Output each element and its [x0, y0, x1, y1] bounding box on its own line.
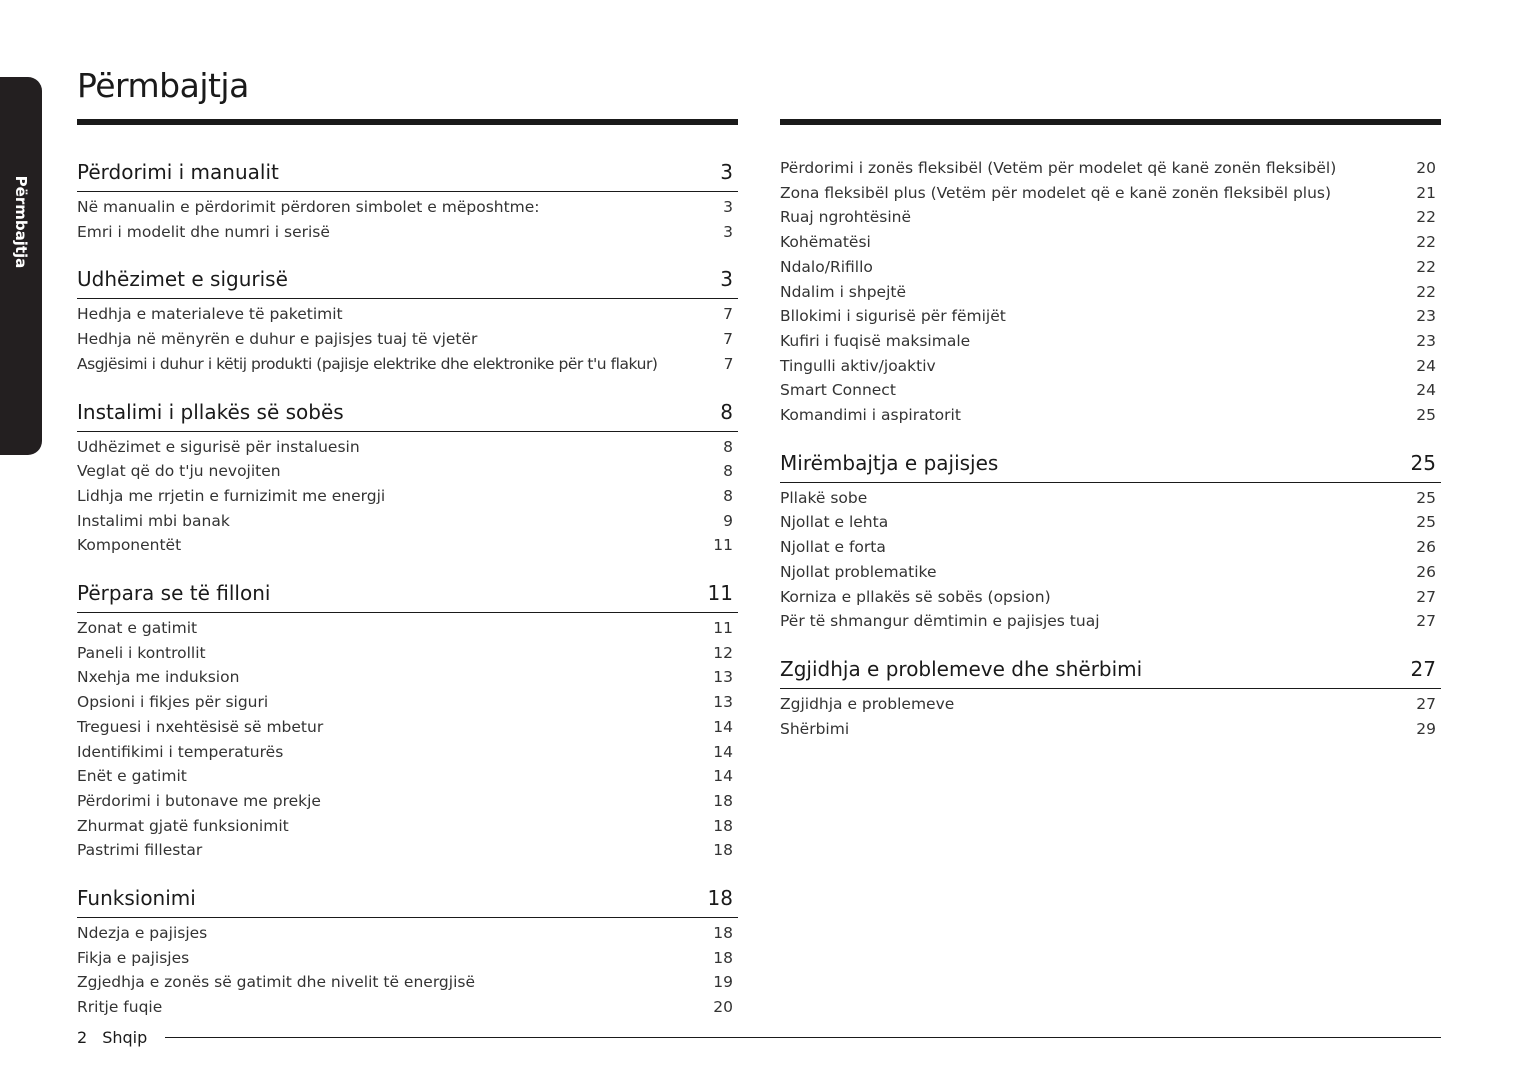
toc-entry[interactable]	[77, 690, 738, 715]
toc-section	[780, 441, 1441, 634]
entry-label: Pastrimi fillestar	[77, 841, 203, 860]
entry-label: Kohëmatësi	[780, 233, 871, 252]
entry-page: 22	[1416, 282, 1436, 301]
toc-entry[interactable]	[77, 459, 738, 484]
entry-page: 25	[1416, 488, 1436, 507]
toc-section-heading[interactable]	[780, 647, 1441, 689]
page-title: Përmbajtja	[77, 66, 249, 105]
entry-page: 19	[713, 973, 733, 992]
entry-page: 8	[723, 462, 733, 481]
entry-label: Zhurmat gjatë funksionimit	[77, 816, 289, 835]
section-page: 18	[707, 886, 733, 911]
entry-label: Udhëzimet e sigurisë për instaluesin	[77, 437, 360, 456]
section-page: 8	[720, 399, 733, 424]
toc-entry[interactable]	[780, 403, 1441, 428]
entry-page: 13	[713, 693, 733, 712]
entry-page: 11	[713, 536, 733, 555]
toc-entry[interactable]	[77, 715, 738, 740]
toc-entry[interactable]	[77, 740, 738, 765]
section-title: Udhëzimet e sigurisë	[77, 267, 288, 292]
side-tab-label: Përmbajtja	[12, 175, 30, 269]
toc-section-heading[interactable]	[77, 876, 738, 918]
entry-page: 14	[713, 717, 733, 736]
entry-label: Opsioni i fikjes për siguri	[77, 693, 269, 712]
entry-page: 13	[713, 668, 733, 687]
toc-entry[interactable]	[780, 255, 1441, 280]
toc-entry[interactable]	[77, 533, 738, 558]
entry-page: 26	[1416, 538, 1436, 557]
entry-label: Veglat që do t'ju nevojiten	[77, 462, 281, 481]
toc-entry[interactable]	[77, 302, 738, 327]
entry-page: 24	[1416, 356, 1436, 375]
toc-entry[interactable]	[780, 692, 1441, 717]
side-tab	[0, 77, 42, 455]
section-page: 11	[707, 581, 733, 606]
section-title: Mirëmbajtja e pajisjes	[780, 450, 999, 475]
entry-page: 22	[1416, 233, 1436, 252]
toc-entry[interactable]	[77, 509, 738, 534]
entry-label: Fikja e pajisjes	[77, 948, 190, 967]
entry-page: 18	[713, 948, 733, 967]
toc-entry[interactable]	[780, 230, 1441, 255]
toc-entry[interactable]	[77, 814, 738, 839]
toc-section-heading[interactable]	[77, 390, 738, 432]
entry-page: 7	[723, 330, 733, 349]
entry-label: Hedhja në mënyrën e duhur e pajisjes tuaj të vjetër	[77, 330, 478, 349]
entry-page: 14	[713, 742, 733, 761]
entry-label: Njollat problematike	[780, 562, 937, 581]
entry-page: 26	[1416, 562, 1436, 581]
toc-entry[interactable]	[780, 378, 1441, 403]
entry-label: Ndalim i shpejtë	[780, 282, 906, 301]
entry-page: 23	[1416, 331, 1436, 350]
entry-page: 23	[1416, 307, 1436, 326]
entry-label: Treguesi i nxehtësisë së mbetur	[77, 717, 324, 736]
entry-label: Pllakë sobe	[780, 488, 868, 507]
entry-label: Zona fleksibël plus (Vetëm për modelet që e kanë zonën fleksibël plus)	[780, 183, 1332, 202]
entry-page: 7	[723, 305, 733, 324]
entry-page: 21	[1416, 183, 1436, 202]
entry-label: Njollat e lehta	[780, 513, 889, 532]
entry-page: 20	[1416, 159, 1436, 177]
footer-page-number: 2	[77, 1027, 88, 1047]
section-title: Përpara se të filloni	[77, 581, 271, 606]
toc-entry[interactable]	[77, 195, 738, 220]
entry-label: Emri i modelit dhe numri i serisë	[77, 222, 330, 241]
toc-entry[interactable]	[780, 205, 1441, 230]
toc-entry[interactable]	[77, 970, 738, 995]
toc-entry[interactable]	[780, 181, 1441, 206]
entry-page: 12	[713, 643, 733, 662]
entry-page: 29	[1416, 719, 1436, 738]
entry-label: Kufiri i fuqisë maksimale	[780, 331, 971, 350]
section-title: Zgjidhja e problemeve dhe shërbimi	[780, 656, 1143, 681]
entry-label: Përdorimi i butonave me prekje	[77, 791, 321, 810]
entry-page: 18	[713, 841, 733, 860]
section-title: Instalimi i pllakës së sobës	[77, 399, 344, 424]
toc-section-heading[interactable]	[780, 441, 1441, 483]
entry-page: 9	[723, 511, 733, 530]
toc-right-column	[780, 156, 1441, 754]
toc-entry[interactable]	[77, 921, 738, 946]
entry-label: Ndezja e pajisjes	[77, 924, 208, 943]
entry-page: 20	[713, 998, 733, 1017]
entry-label: Ndalo/Rifillo	[780, 257, 873, 276]
entry-label: Lidhja me rrjetin e furnizimit me energji	[77, 486, 386, 505]
toc-section	[77, 571, 738, 863]
entry-label: Bllokimi i sigurisë për fëmijët	[780, 307, 1006, 326]
toc-entry[interactable]	[77, 327, 738, 352]
entry-page: 24	[1416, 381, 1436, 400]
toc-entry[interactable]	[77, 946, 738, 971]
toc-section	[77, 257, 738, 376]
entry-label: Komponentët	[77, 536, 182, 555]
entry-label: Nxehja me induksion	[77, 668, 240, 687]
section-page: 3	[720, 267, 733, 292]
entry-label: Korniza e pllakës së sobës (opsion)	[780, 587, 1051, 606]
entry-page: 18	[713, 924, 733, 943]
entry-label: Rritje fuqie	[77, 998, 163, 1017]
toc-section	[77, 390, 738, 559]
toc-entry[interactable]	[77, 616, 738, 641]
toc-entry[interactable]	[780, 717, 1441, 742]
entry-label: Përdorimi i zonës fleksibël (Vetëm për modelet që kanë zonën fleksibël)	[780, 159, 1337, 177]
footer-language: Shqip	[102, 1027, 148, 1047]
toc-entry[interactable]	[77, 352, 738, 377]
toc-entry[interactable]	[77, 435, 738, 460]
entry-label: Hedhja e materialeve të paketimit	[77, 305, 343, 324]
toc-entry[interactable]	[780, 486, 1441, 511]
entry-page: 27	[1416, 694, 1436, 713]
toc-section	[77, 150, 738, 244]
title-rule-right	[780, 119, 1441, 125]
entry-label: Paneli i kontrollit	[77, 643, 206, 662]
toc-entry[interactable]	[77, 220, 738, 245]
entry-page: 18	[713, 816, 733, 835]
toc-section-heading[interactable]	[77, 571, 738, 613]
entry-page: 7	[723, 354, 733, 373]
toc-entry[interactable]	[780, 329, 1441, 354]
toc-section-heading[interactable]	[77, 257, 738, 299]
toc-entry[interactable]	[77, 838, 738, 863]
toc-entry[interactable]	[77, 764, 738, 789]
toc-entry[interactable]	[77, 665, 738, 690]
toc-entry[interactable]	[780, 304, 1441, 329]
entry-page: 11	[713, 619, 733, 638]
toc-left-column	[77, 150, 738, 1033]
toc-section	[77, 876, 738, 1020]
entry-page: 27	[1416, 587, 1436, 606]
entry-label: Zonat e gatimit	[77, 619, 198, 638]
toc-entry[interactable]	[780, 560, 1441, 585]
entry-page: 3	[723, 198, 733, 216]
toc-entry[interactable]	[780, 535, 1441, 560]
toc-entry[interactable]	[780, 280, 1441, 305]
title-rule-left	[77, 119, 738, 125]
entry-page: 25	[1416, 513, 1436, 532]
entry-label: Zgjedhja e zonës së gatimit dhe nivelit të energjisë	[77, 973, 475, 992]
toc-entry[interactable]	[780, 609, 1441, 634]
entry-page: 22	[1416, 208, 1436, 227]
toc-entry[interactable]	[77, 995, 738, 1020]
toc-section	[780, 647, 1441, 741]
toc-entry[interactable]	[780, 156, 1441, 181]
section-title: Përdorimi i manualit	[77, 160, 279, 184]
toc-continued-entries	[780, 156, 1441, 428]
toc-entry[interactable]	[780, 510, 1441, 535]
toc-section-heading[interactable]	[77, 150, 738, 192]
entry-page: 14	[713, 767, 733, 786]
entry-page: 18	[713, 791, 733, 810]
entry-page: 8	[723, 437, 733, 456]
entry-label: Në manualin e përdorimit përdoren simbolet e mëposhtme:	[77, 198, 540, 216]
page-footer	[77, 1026, 1441, 1048]
entry-label: Shërbimi	[780, 719, 850, 738]
entry-page: 27	[1416, 612, 1436, 631]
footer-rule	[165, 1037, 1441, 1038]
toc-entry[interactable]	[77, 641, 738, 666]
section-title: Funksionimi	[77, 886, 196, 911]
entry-label: Për të shmangur dëmtimin e pajisjes tuaj	[780, 612, 1100, 631]
entry-label: Identifikimi i temperaturës	[77, 742, 284, 761]
entry-label: Njollat e forta	[780, 538, 886, 557]
entry-label: Komandimi i aspiratorit	[780, 406, 961, 425]
toc-entry[interactable]	[77, 484, 738, 509]
entry-page: 3	[723, 222, 733, 241]
entry-label: Ruaj ngrohtësinë	[780, 208, 911, 227]
toc-entry[interactable]	[77, 789, 738, 814]
section-page: 27	[1410, 656, 1436, 681]
entry-label: Zgjidhja e problemeve	[780, 694, 955, 713]
toc-entry[interactable]	[780, 354, 1441, 379]
entry-label: Smart Connect	[780, 381, 896, 400]
entry-page: 8	[723, 486, 733, 505]
entry-label: Asgjësimi i duhur i këtij produkti (pajisje elektrike dhe elektronike për t'u flakur)	[77, 354, 658, 373]
entry-page: 22	[1416, 257, 1436, 276]
entry-label: Enët e gatimit	[77, 767, 187, 786]
section-page: 3	[720, 160, 733, 184]
toc-entry[interactable]	[780, 585, 1441, 610]
entry-page: 25	[1416, 406, 1436, 425]
section-page: 25	[1410, 450, 1436, 475]
entry-label: Instalimi mbi banak	[77, 511, 230, 530]
entry-label: Tingulli aktiv/joaktiv	[780, 356, 936, 375]
